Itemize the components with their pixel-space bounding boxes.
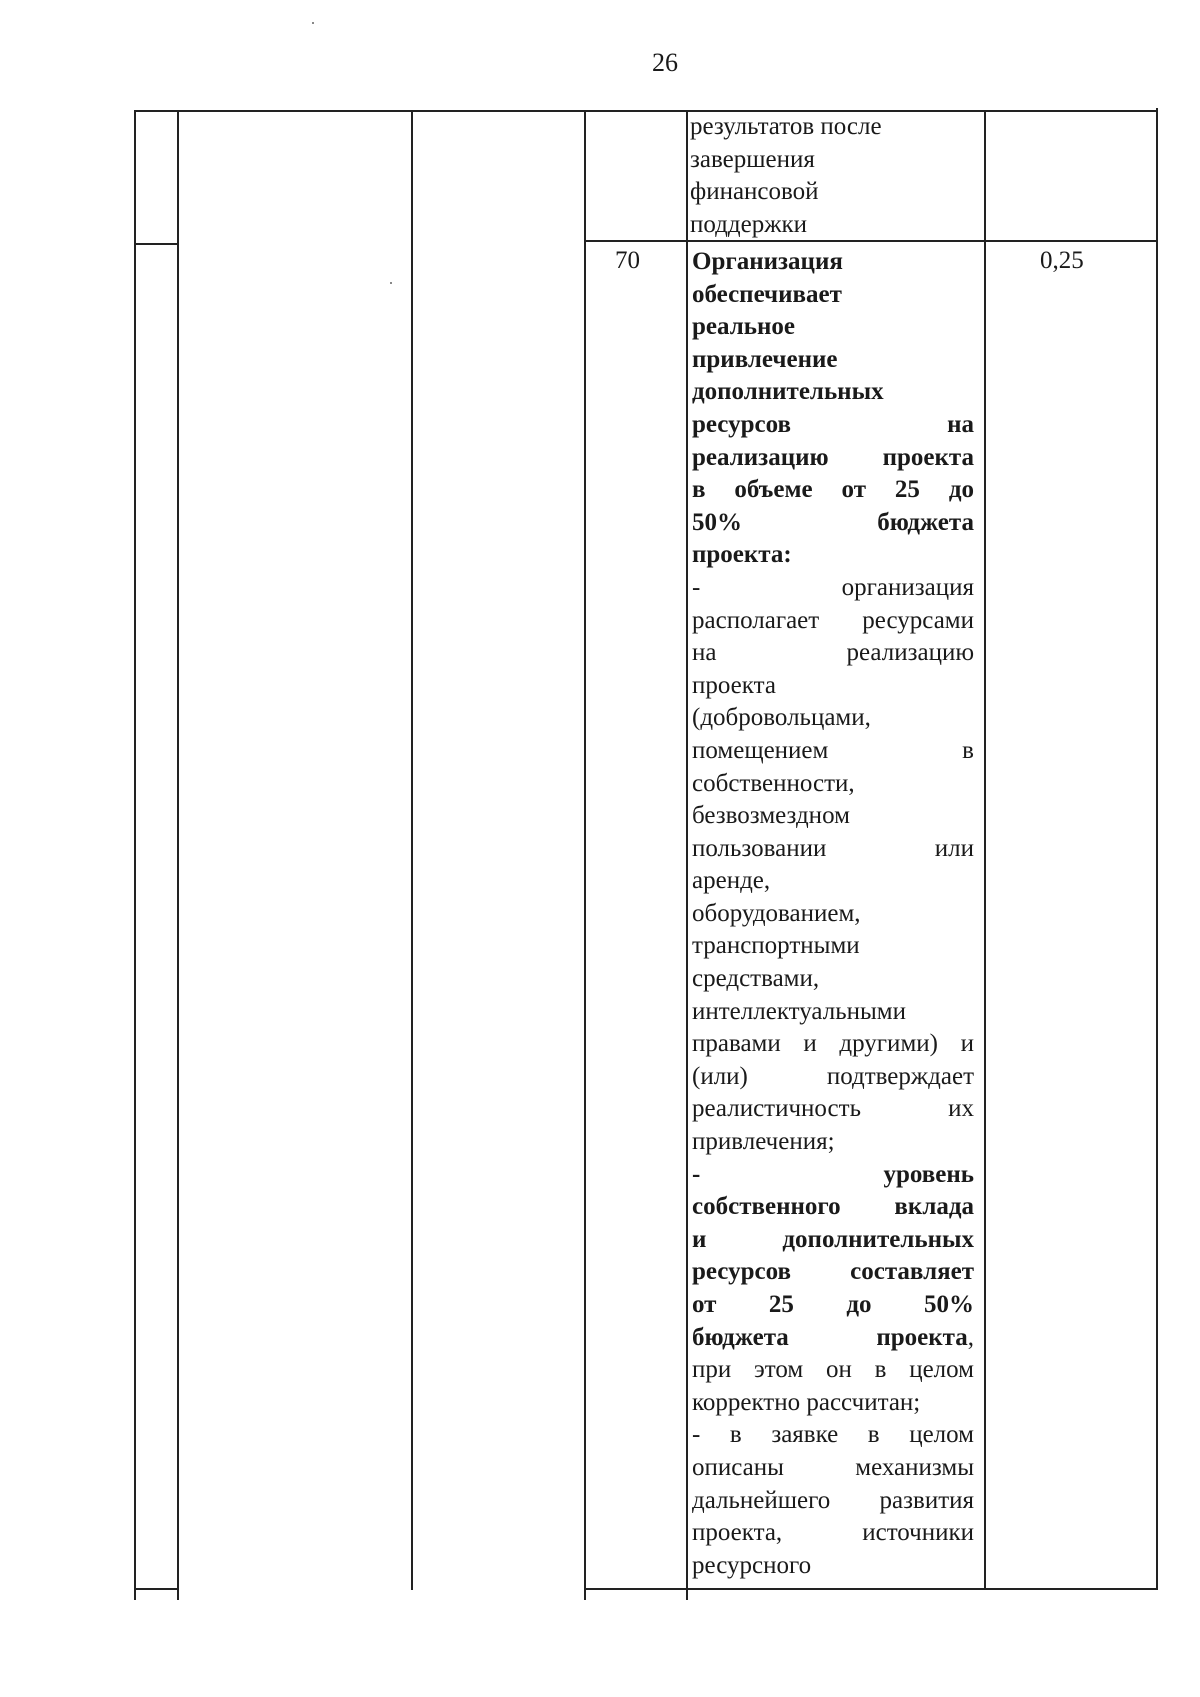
text-line: на реализацию <box>692 639 974 667</box>
text-line: реалистичность их <box>692 1095 974 1123</box>
text-line: завершения <box>690 145 815 173</box>
text-line: проекта <box>692 671 776 699</box>
text-line: безвозмездном <box>692 802 850 830</box>
text-line: транспортными <box>692 932 860 960</box>
table-border-top <box>134 110 1158 112</box>
text-line: привлечения; <box>692 1128 835 1156</box>
text-line: ресурсов составляет <box>692 1258 974 1286</box>
text-line: дальнейшего развития <box>692 1486 974 1514</box>
row-divider <box>134 243 179 245</box>
table-border-right <box>1156 108 1158 1590</box>
scan-speck <box>312 22 314 24</box>
table-border-bottom <box>584 1588 1158 1590</box>
text-line: реализацию проекта <box>692 443 974 471</box>
text-line: Организация <box>692 248 843 275</box>
text-line: корректно рассчитан; <box>692 1388 921 1416</box>
text-line: собственности, <box>692 769 855 797</box>
text-line: аренде, <box>692 867 771 895</box>
table-col-divider <box>177 110 179 1600</box>
scan-speck <box>390 282 392 284</box>
criterion-text <box>690 111 970 241</box>
text-line: результатов после <box>690 113 882 140</box>
criterion-number: 70 <box>615 247 640 274</box>
text-line: поддержки <box>690 210 807 238</box>
text-line: в объеме от 25 до <box>692 476 974 504</box>
text-line: (или) подтверждает <box>692 1062 974 1090</box>
text-line: описаны механизмы <box>692 1453 974 1481</box>
text-line: обеспечивает <box>692 280 842 308</box>
criterion-score: 0,25 <box>1040 247 1084 274</box>
text-segment: , <box>967 1323 974 1351</box>
table-col-divider <box>984 110 986 1590</box>
text-line: ресурсов на <box>692 410 974 438</box>
text-line: реальное <box>692 313 795 341</box>
text-line: - в заявке в целом <box>692 1421 974 1449</box>
text-line: правами и другими) и <box>692 1030 974 1058</box>
text-line: и дополнительных <box>692 1225 974 1253</box>
text-line: привлечение <box>692 345 838 373</box>
table-col-divider <box>584 110 586 1600</box>
text-line: дополнительных <box>692 378 884 406</box>
criterion-text <box>692 246 974 1582</box>
text-line <box>692 1322 974 1355</box>
text-line: ресурсного <box>692 1551 812 1579</box>
text-line: располагает ресурсами <box>692 606 974 634</box>
text-line: при этом он в целом <box>692 1356 974 1384</box>
text-line: средствами, <box>692 965 820 993</box>
text-line: собственного вклада <box>692 1193 974 1221</box>
page-number: 26 <box>652 48 678 77</box>
text-line: - уровень <box>692 1160 974 1188</box>
text-line: финансовой <box>690 178 819 206</box>
text-line: пользовании или <box>692 834 974 862</box>
text-line: - организация <box>692 573 974 601</box>
text-line: 50% бюджета <box>692 508 974 536</box>
table-border-left <box>134 110 136 1600</box>
text-line: проекта, источники <box>692 1519 974 1547</box>
text-segment: бюджета проекта <box>692 1323 968 1351</box>
text-line: оборудованием, <box>692 899 861 927</box>
table-col-divider <box>686 110 688 1600</box>
text-line: от 25 до 50% <box>692 1291 974 1318</box>
text-line: (добровольцами, <box>692 704 871 732</box>
text-line: интеллектуальными <box>692 997 906 1025</box>
text-line: проекта: <box>692 541 792 569</box>
table-border-bottom <box>134 1588 179 1590</box>
text-line: помещением в <box>692 736 974 764</box>
table-col-divider <box>411 110 413 1590</box>
